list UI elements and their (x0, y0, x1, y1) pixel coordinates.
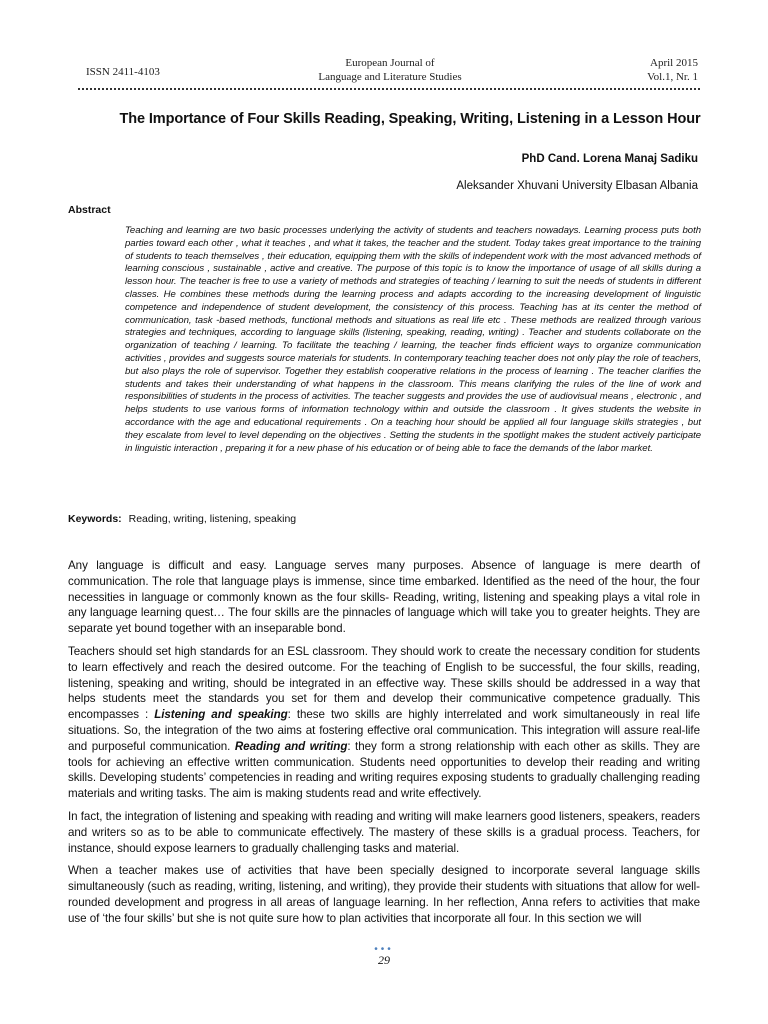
paragraph-2 (68, 644, 700, 802)
journal-name (82, 56, 698, 84)
running-header (82, 56, 698, 90)
paragraph-2-part-e: : they form a strong relationship with each other as skills. They are tools for achieving an effective written communication. Students need opportunities to develop their reading and writing skills. Developing students’ competencies in reading and writing requires exposing students to gradually challenging reading materials and writing tasks. The aim is making students read and write effectively. (68, 739, 700, 801)
header-divider (78, 88, 700, 90)
issue-date: April 2015 (650, 57, 698, 69)
issue-info (647, 56, 698, 84)
keywords-label: Keywords: (68, 513, 122, 525)
paragraph-3: In fact, the integration of listening and speaking with reading and writing will make learners good listeners, speakers, readers and writers so as to be able to communicate effectively. The mastery of these skills is a gradual process. Teachers, for instance, should expose learners to gradually challenging tasks and material. (68, 809, 700, 855)
abstract-text: Teaching and learning are two basic processes underlying the activity of students and teachers nowadays. Learning process puts both parties toward each other , what it teaches , and what it takes, the teacher and the student. Today takes great importance to the training of students to teach themselves , their education, equipping them with the skills of independent work with the most advanced methods of learning conscious , sustainable , active and creative. The purpose of this topic is to know the importance of usage of all skills during a lesson hour. The teacher is free to use a variety of methods and strategies of teaching / learning to suit the needs of students in different classes. He combines these methods during the learning process and adapts according to the increasing development of linguistic competence and independence of student development, the consistency of this process. Teaching has at its center the method of communication, task -based methods, functional methods and situations as real life etc . These methods are realized through various strategies and techniques, according to language skills (listening, speaking, reading, writing) . Teacher and students collaborate on the organization of teaching / learning. To facilitate the teaching / learning, the teacher finds efficient ways to organize communication activities , provides and suggests source materials for students. In contemporary teaching teacher does not only play the role of teachers, but also plays the role of supervisor. Together they establish cooperative relations in the process of learning . The teacher clarifies the students and takes their understanding of what happens in the classroom. This means clarifying the rules of the line of work and responsibilities of students in the process of activities. The teacher suggests and provides the use of audiovisual means , electronic , and helps students to use various forms of information technology within and outside the classroom . It gives students the website in accordance with the age and educational requirements . On a teaching hour should be applied all four language skills strategies , but they escalate from level to level depending on the objectives . Setting the students in the spotlight makes the student actively participate in linguistic interaction , preparing it for a new phase of his education or of being able to face the demands of the labor market. (125, 225, 701, 454)
paragraph-4: When a teacher makes use of activities that have been specially designed to incorporate several language skills simultaneously (such as reading, writing, listening, and writing), they provide their students with situations that allow for well-rounded development and progress in all areas of language learning. In her reflection, Anna refers to activities that make use of ‘the four skills’ but she is not quite sure how to plan activities that incorporate all four. In this section we will (68, 864, 700, 925)
page-number: 29 (378, 953, 390, 967)
emphasis-reading-writing: Reading and writing (234, 739, 348, 753)
keywords-text: Reading, writing, listening, speaking (128, 513, 297, 525)
journal-name-line2: Language and Literature Studies (318, 71, 462, 83)
paper-title: The Importance of Four Skills Reading, Speaking, Writing, Listening in a Lesson Hour (119, 111, 701, 127)
author-name: PhD Cand. Lorena Manaj Sadiku (521, 153, 698, 165)
page-ornament: ••• (374, 944, 394, 955)
body-text (68, 558, 700, 934)
journal-name-line1: European Journal of (345, 57, 435, 69)
abstract-heading: Abstract (68, 204, 111, 216)
keywords-line (68, 513, 296, 525)
paragraph-2-part-c: : these two skills are highly interrelated and work simultaneously in real life situations. So, the integration of the two aims at fostering effective oral communication. This integration will assure real-life and purposeful communication. (68, 708, 700, 753)
author-affiliation: Aleksander Xhuvani University Elbasan Albania (456, 180, 698, 192)
issn: ISSN 2411-4103 (86, 66, 160, 78)
paragraph-2-part-a: Teachers should set high standards for an ESL classroom. They should work to create the necessary condition for students to learn effectively and reach the desired outcome. For the teaching of English to be successful, the four skills, reading, listening, speaking and writing, should be integrated in an effective way. These skills should be addressed in a way that helps students meet the standards you set for them and develop their communicative competence gradually. This encompasses : (68, 644, 700, 722)
paragraph-1: Any language is difficult and easy. Language serves many purposes. Absence of language is mere dearth of communication. The role that language plays is immense, since time embarked. Identified as the need of the hour, the four necessities in language or commonly known as the four skills- Reading, writing, listening and speaking plays a vital role in any language learning quest… The four skills are the pinnacles of language which will take you to greater heights. They are separate yet bound together with an inseparable bond. (68, 559, 700, 636)
emphasis-listening-speaking: Listening and speaking (154, 708, 288, 722)
issue-volume: Vol.1, Nr. 1 (647, 71, 698, 83)
